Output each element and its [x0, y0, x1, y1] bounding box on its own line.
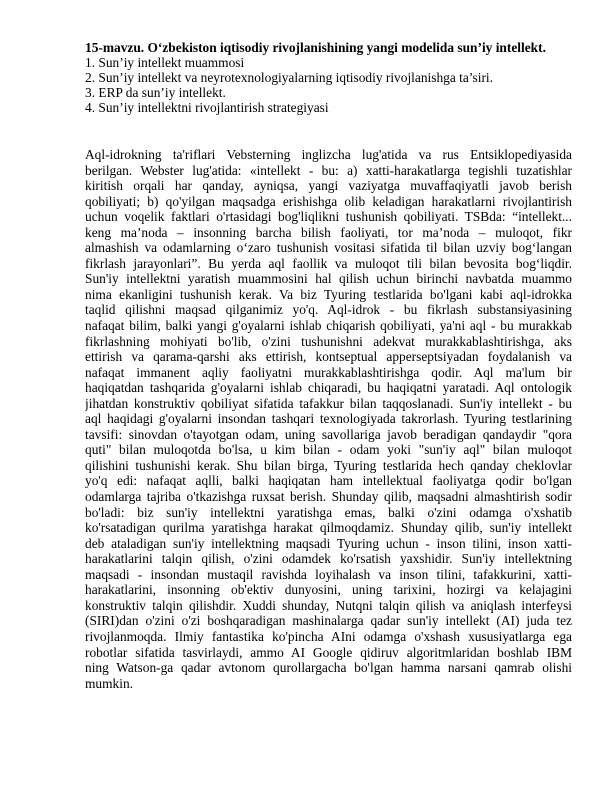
body-text-line: jihatdan konstruktiv qobiliyat sifatida tafakkur bilan taqqoslanadi. Sun'iy intellekt - bu	[85, 395, 572, 411]
body-text-line: ning Watson-ga qadar avtonom qurollargacha bo'lgan hamma narsani qamrab olishi	[85, 660, 572, 676]
outline-item: 2. Sun’iy intellekt va neyrotexnologiyalarning iqtisodiy rivojlanishga ta’siri.	[85, 70, 493, 85]
body-text-line: mumkin.	[85, 675, 133, 691]
body-text-line: qobiliyati; b) qo'yilgan maqsadga erishishga olib keladigan harakatlarni rivojlantirish	[85, 193, 572, 209]
body-text-line: odamlarga tajriba o'tkazishga ruxsat berish. Shunday qilib, maqsadni almashtirish sodir	[85, 489, 572, 505]
body-text-line: yo'q edi: nafaqat aqlli, balki haqiqatan ham intellektual faoliyatga qodir bo'lgan	[85, 473, 572, 489]
body-text-line: uchun voqelik faktlari o'rtasidagi bog'liqlikni tushunish qobiliyati. TSBda: “intellekt...	[85, 209, 572, 225]
document-page	[85, 40, 572, 691]
body-text-line: tavsifi: sinovdan o'tayotgan odam, uning savollariga javob beradigan qandaydir "qora	[85, 426, 572, 442]
document-title: 15-mavzu. O‘zbekiston iqtisodiy rivojlanishining yangi modelida sun’iy intellekt.	[85, 40, 546, 55]
body-text-line: harakatlarini talqin qilish, o'zini odamdek ko'rsatish yaxshidir. Sun'iy intellektning	[85, 551, 572, 567]
topic-outline	[85, 55, 572, 115]
body-text-line: almashish va odamlarning o‘zaro tushunish vositasi sifatida til bilan uzviy bog‘langan	[85, 240, 572, 256]
body-text-line: ettirish va qarama-qarshi aks ettirish, kontseptual apperseptsiyadan foydalanish va	[85, 349, 572, 365]
body-text-line: aql haqidagi g'oyalarni insondan tashqari texnologiyada takrorlash. Tyuring testlarining	[85, 411, 572, 427]
body-text-line: fikrlashning mohiyati bo'lib, o'zini tushunishni adekvat murakkablashtirishga, aks	[85, 333, 572, 349]
body-text-line: harakatlarini, insonning ob'ektiv dunyosini, uning tarixini, hozirgi va kelajagini	[85, 582, 572, 598]
outline-item: 1. Sun’iy intellekt muammosi	[85, 55, 245, 70]
outline-item: 3. ERP da sun’iy intellekt.	[85, 85, 226, 100]
body-text-line: berilgan. Webster lug'atida: «intellekt - bu: a) xatti-harakatlarga tegishli tuzatishlar	[85, 162, 572, 178]
body-text-line: Sun'iy intellektni yaratish muammosini hal qilish uchun birinchi navbatda muammo	[85, 271, 572, 287]
body-text-line: Aql-idrokning ta'riflari Vebsterning inglizcha lug'atida va rus Entsiklopediyasida	[85, 147, 572, 162]
body-text-line: rivojlanmoqda. Ilmiy fantastika ko'pincha AIni odamga o'xshash xususiyatlarga ega	[85, 628, 572, 644]
body-text-line: keng ma’noda – insonning barcha bilish faoliyati, tor ma’noda – muloqot, fikr	[85, 224, 572, 240]
body-text-line: fikrlash jarayonlari”. Bu yerda aql faollik va muloqot tili bilan bevosita bog‘liqdir.	[85, 255, 572, 271]
body-text-line: ko'rsatadigan qurilma yaratishga harakat qilmoqdamiz. Shunday qilib, sun'iy intellekt	[85, 520, 572, 536]
body-text-line: bo'ladi: biz sun'iy intellektni yaratishga emas, balki o'zini odamga o'xshatib	[85, 504, 572, 520]
body-paragraph	[85, 147, 572, 691]
body-text-line: qilishini tushunishi kerak. Shu bilan birga, Tyuring testlarida hech qanday cheklovlar	[85, 457, 572, 473]
body-text-line: robotlar sifatida tasvirlaydi, ammo AI Google qidiruv algoritmlaridan boshlab IBM	[85, 644, 572, 660]
body-text-line: (SIRI)dan o'zini o'zi boshqaradigan mashinalarga qadar sun'iy intellekt (AI) juda tez	[85, 613, 572, 629]
body-text-line: konstruktiv talqin qilishdir. Xuddi shunday, Nutqni talqin qilish va aniqlash interfeysi	[85, 597, 572, 613]
body-text-line: haqiqatdan tashqarida g'oyalarni ishlab chiqaradi, bu haqiqatni yaratadi. Aql ontologik	[85, 380, 572, 396]
body-text-line: maqsadi - insondan mustaqil ravishda loyihalash va inson tilini, tafakkurini, xatti-	[85, 566, 572, 582]
body-text-line: nima ekanligini tushunish kerak. Va biz Tyuring testlarida bo'lgani kabi aql-idrokka	[85, 286, 572, 302]
body-text-line: deb ataladigan sun'iy intellektning maqsadi Tyuring uchun - inson tilini, inson xatti-	[85, 535, 572, 551]
body-text-line: kiritish orqali har qanday, ayniqsa, yangi vaziyatga muvaffaqiyatli javob berish	[85, 178, 572, 194]
body-text-line: nafaqat bilim, balki yangi g'oyalarni ishlab chiqarish qobiliyati, ya'ni aql - bu murakkab	[85, 318, 572, 334]
body-text-line: nafaqat immanent aqliy faoliyatni murakkablashtirishga qodir. Aql ma'lum bir	[85, 364, 572, 380]
body-text-line: taqlid qilishni maqsad qilganimiz yo'q. Aql-idrok - bu fikrlash substansiyasining	[85, 302, 572, 318]
outline-item: 4. Sun’iy intellektni rivojlantirish strategiyasi	[85, 100, 329, 115]
body-text-line: quti" bilan muloqotda bo'lsa, u kim bilan - odam yoki "sun'iy aql" bilan muloqot	[85, 442, 572, 458]
